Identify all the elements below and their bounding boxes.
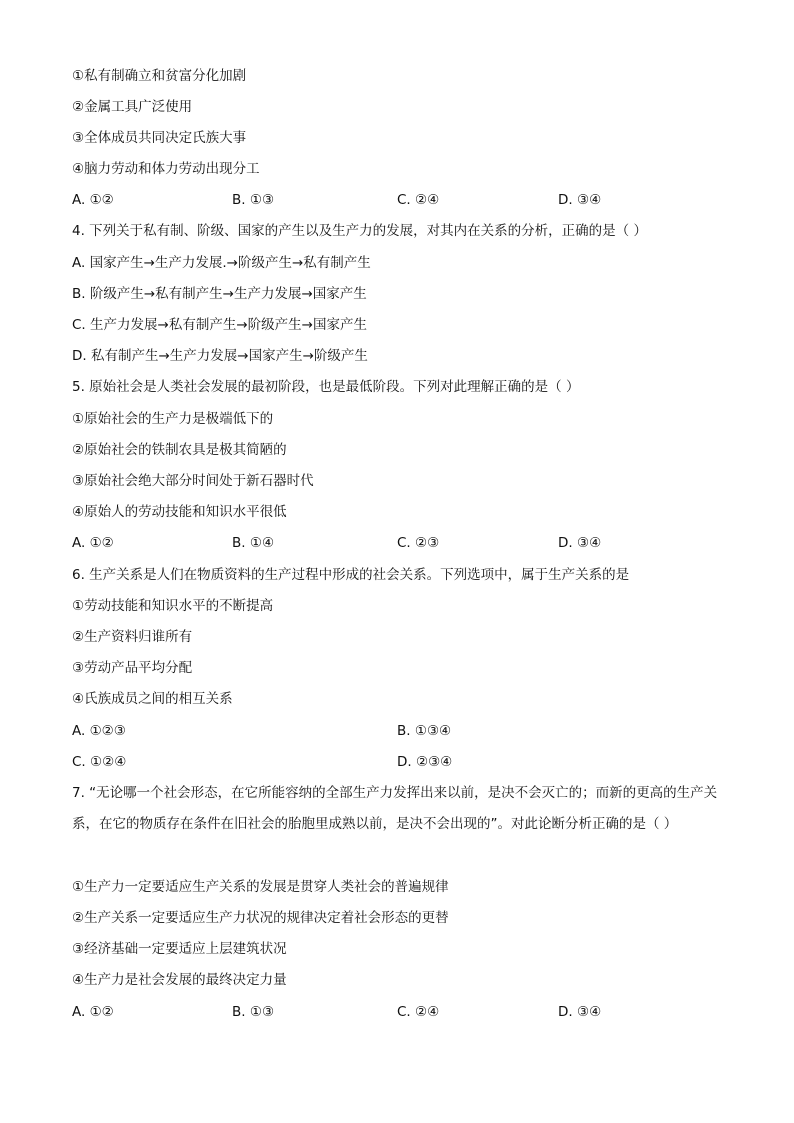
q6-option-b: B. ①③④: [397, 723, 452, 739]
q4-option-a: A. 国家产生→生产力发展.→阶级产生→私有制产生: [72, 255, 371, 271]
q3-option-b: B. ①③: [232, 192, 275, 208]
q7-item-1: ①生产力一定要适应生产关系的发展是贯穿人类社会的普遍规律: [72, 879, 449, 895]
q6-item-1: ①劳动技能和知识水平的不断提高: [72, 598, 274, 614]
q6-item-3: ③劳动产品平均分配: [72, 660, 193, 676]
q6-option-c: C. ①②④: [72, 754, 127, 770]
q6-item-4: ④氏族成员之间的相互关系: [72, 691, 233, 707]
q3-item-3: ③全体成员共同决定氏族大事: [72, 130, 247, 146]
q3-option-a: A. ①②: [72, 192, 114, 208]
q7-item-3: ③经济基础一定要适应上层建筑状况: [72, 941, 287, 957]
q5-item-3: ③原始社会绝大部分时间处于新石器时代: [72, 473, 314, 489]
q5-item-4: ④原始人的劳动技能和知识水平很低: [72, 504, 287, 520]
q5-option-d: D. ③④: [558, 535, 602, 551]
q3-item-4: ④脑力劳动和体力劳动出现分工: [72, 161, 260, 177]
q3-options: [72, 191, 722, 209]
q7-item-4: ④生产力是社会发展的最终决定力量: [72, 972, 287, 988]
q3-option-d: D. ③④: [558, 192, 602, 208]
q6-option-d: D. ②③④: [397, 754, 453, 770]
q3-option-c: C. ②④: [397, 192, 440, 208]
q7-option-b: B. ①③: [232, 1004, 275, 1020]
q5-options: [72, 534, 722, 552]
q6-options-row-2: [72, 753, 722, 771]
q5-item-2: ②原始社会的铁制农具是极其简陋的: [72, 442, 287, 458]
q6-option-a: A. ①②③: [72, 723, 126, 739]
q6-item-2: ②生产资料归谁所有: [72, 629, 193, 645]
q6-options-row-1: [72, 722, 722, 740]
q5-option-c: C. ②③: [397, 535, 440, 551]
q3-item-1: ①私有制确立和贫富分化加剧: [72, 68, 247, 84]
q7-stem: 7. “无论哪一个社会形态，在它所能容纳的全部生产力发挥出来以前，是决不会灭亡的；而新的更高的生产关系，在它的物质存在条件在旧社会的胎胞里成熟以前，是决不会出现的”。对此论断分析正确的是（ ）: [72, 785, 718, 832]
q3-item-2: ②金属工具广泛使用: [72, 99, 193, 115]
q7-item-2: ②生产关系一定要适应生产力状况的规律决定着社会形态的更替: [72, 910, 449, 926]
q4-option-c: C. 生产力发展→私有制产生→阶级产生→国家产生: [72, 317, 367, 333]
q4-option-b: B. 阶级产生→私有制产生→生产力发展→国家产生: [72, 286, 367, 302]
q5-option-b: B. ①④: [232, 535, 275, 551]
q7-options: [72, 1003, 722, 1021]
q4-option-d: D. 私有制产生→生产力发展→国家产生→阶级产生: [72, 348, 368, 364]
q5-option-a: A. ①②: [72, 535, 114, 551]
q6-stem: 6. 生产关系是人们在物质资料的生产过程中形成的社会关系。下列选项中，属于生产关系的是: [72, 567, 630, 583]
q5-item-1: ①原始社会的生产力是极端低下的: [72, 411, 274, 427]
q7-option-d: D. ③④: [558, 1004, 602, 1020]
q7-option-c: C. ②④: [397, 1004, 440, 1020]
q5-stem: 5. 原始社会是人类社会发展的最初阶段，也是最低阶段。下列对此理解正确的是（ ）: [72, 379, 580, 395]
q4-stem: 4. 下列关于私有制、阶级、国家的产生以及生产力的发展，对其内在关系的分析，正确的是（ ）: [72, 223, 647, 239]
q7-option-a: A. ①②: [72, 1004, 114, 1020]
